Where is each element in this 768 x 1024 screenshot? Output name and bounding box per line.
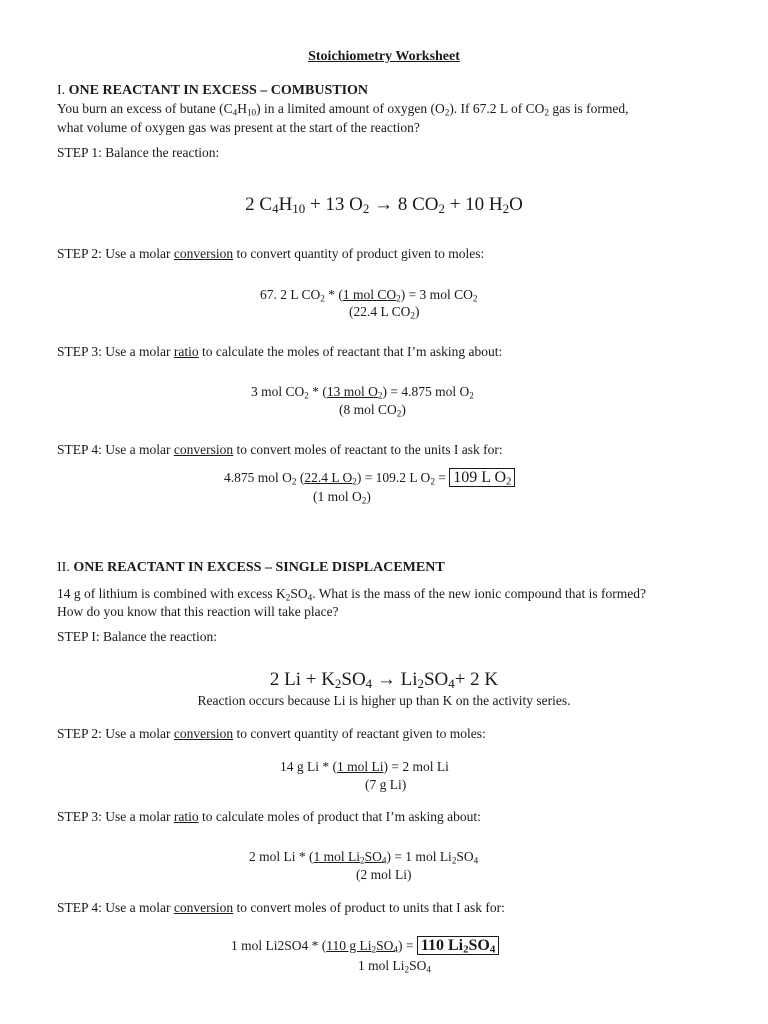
section-2-step-2-calc-denominator: (7 g Li) — [365, 777, 407, 792]
section-1-title: ONE REACTANT IN EXCESS – COMBUSTION — [68, 83, 369, 98]
section-1-step-1: STEP 1: Balance the reaction: — [57, 145, 220, 160]
section-2-step-1: STEP I: Balance the reaction: — [57, 629, 217, 644]
section-1-step-2-calc-denominator: (22.4 L $CO_2$) — [349, 304, 420, 321]
section-2-balanced-equation: 2 $Li + K_2SO_4 \to Li_2SO_4+ 2$ K — [269, 669, 499, 692]
section-2-step-3-calc-denominator: (2 mol Li) — [356, 867, 412, 882]
page-title: Stoichiometry Worksheet — [308, 49, 460, 64]
section-1-step-3-calc-numerator: 3 mol $CO_2 * (13$ mol $O_2) = 4.875$ mol $O_2$ — [251, 384, 474, 401]
section-2-step-3: STEP 3: Use a molar ratio to calculate moles of product that I’m asking about: — [57, 809, 481, 824]
section-2-step-4-calc: 1 mol Li2SO4 * (110 g $Li_2SO_4$) = — [231, 938, 417, 955]
section-1-step-2-calc-numerator: 67. 2 L $CO_2 * (1$ mol $CO_2) = 3$ mol $CO_2$ — [260, 287, 478, 304]
section-2-title: ONE REACTANT IN EXCESS – SINGLE DISPLACEMENT — [73, 560, 445, 575]
section-2-final-answer: 110 $Li_2SO_4$ — [417, 936, 499, 955]
section-1-numeral: I. — [57, 83, 66, 98]
section-2-step-4-calc-denominator: 1 mol $Li_2SO_4$ — [358, 958, 431, 975]
section-2-step-4-calc-numerator — [231, 938, 499, 954]
section-1-step-3-calc-denominator: (8 mol $CO_2$) — [339, 402, 406, 419]
section-1-problem-line-1: You burn an excess of butane $(C_4H_{10})$ in a limited amount of oxygen $(O_2)$. If 67.2 L of $CO_2$ gas is formed, — [57, 101, 629, 118]
section-2-heading — [57, 560, 445, 576]
section-2-step-4: STEP 4: Use a molar conversion to convert moles of product to units that I ask for: — [57, 900, 505, 915]
section-2-numeral: II. — [57, 560, 70, 575]
section-2-step-3-calc-numerator: 2 mol Li * (1 mol $Li_2SO_4) = 1$ mol $Li_2SO_4$ — [249, 849, 479, 866]
section-2-reaction-note: Reaction occurs because Li is higher up than K on the activity series. — [197, 693, 571, 708]
section-2-problem-line-2: How do you know that this reaction will take place? — [57, 604, 339, 619]
section-1-step-4-calc-numerator — [224, 470, 515, 486]
section-1-step-4: STEP 4: Use a molar conversion to convert moles of reactant to the units I ask for: — [57, 442, 503, 457]
section-1-problem-line-2: what volume of oxygen gas was present at the start of the reaction? — [57, 120, 420, 135]
section-1-step-4-calc: 4.875 mol $O_2$ (22.4 L $O_2) = 109.2$ L $O_2$ = — [224, 470, 450, 487]
section-1-step-3: STEP 3: Use a molar ratio to calculate the moles of reactant that I’m asking about: — [57, 344, 503, 359]
section-1-step-4-calc-denominator: (1 mol $O_2$) — [313, 489, 371, 506]
section-2-step-2: STEP 2: Use a molar conversion to convert quantity of reactant given to moles: — [57, 726, 486, 741]
section-2-step-2-calc-numerator: 14 g Li * (1 mol Li) = 2 mol Li — [280, 759, 449, 774]
section-2-problem-line-1: 14 g of lithium is combined with excess $K_2SO_4$. What is the mass of the new ionic compound that is formed? — [57, 586, 646, 603]
section-1-heading — [57, 83, 368, 99]
section-1-final-answer: 109 L $O_2$ — [449, 468, 515, 487]
section-1-step-2: STEP 2: Use a molar conversion to convert quantity of product given to moles: — [57, 246, 485, 261]
section-1-balanced-equation: 2 $C_4H_{10} + 13$ $O_2 \to 8$ $CO_2 + 10$ $H_2O$ — [245, 194, 523, 217]
